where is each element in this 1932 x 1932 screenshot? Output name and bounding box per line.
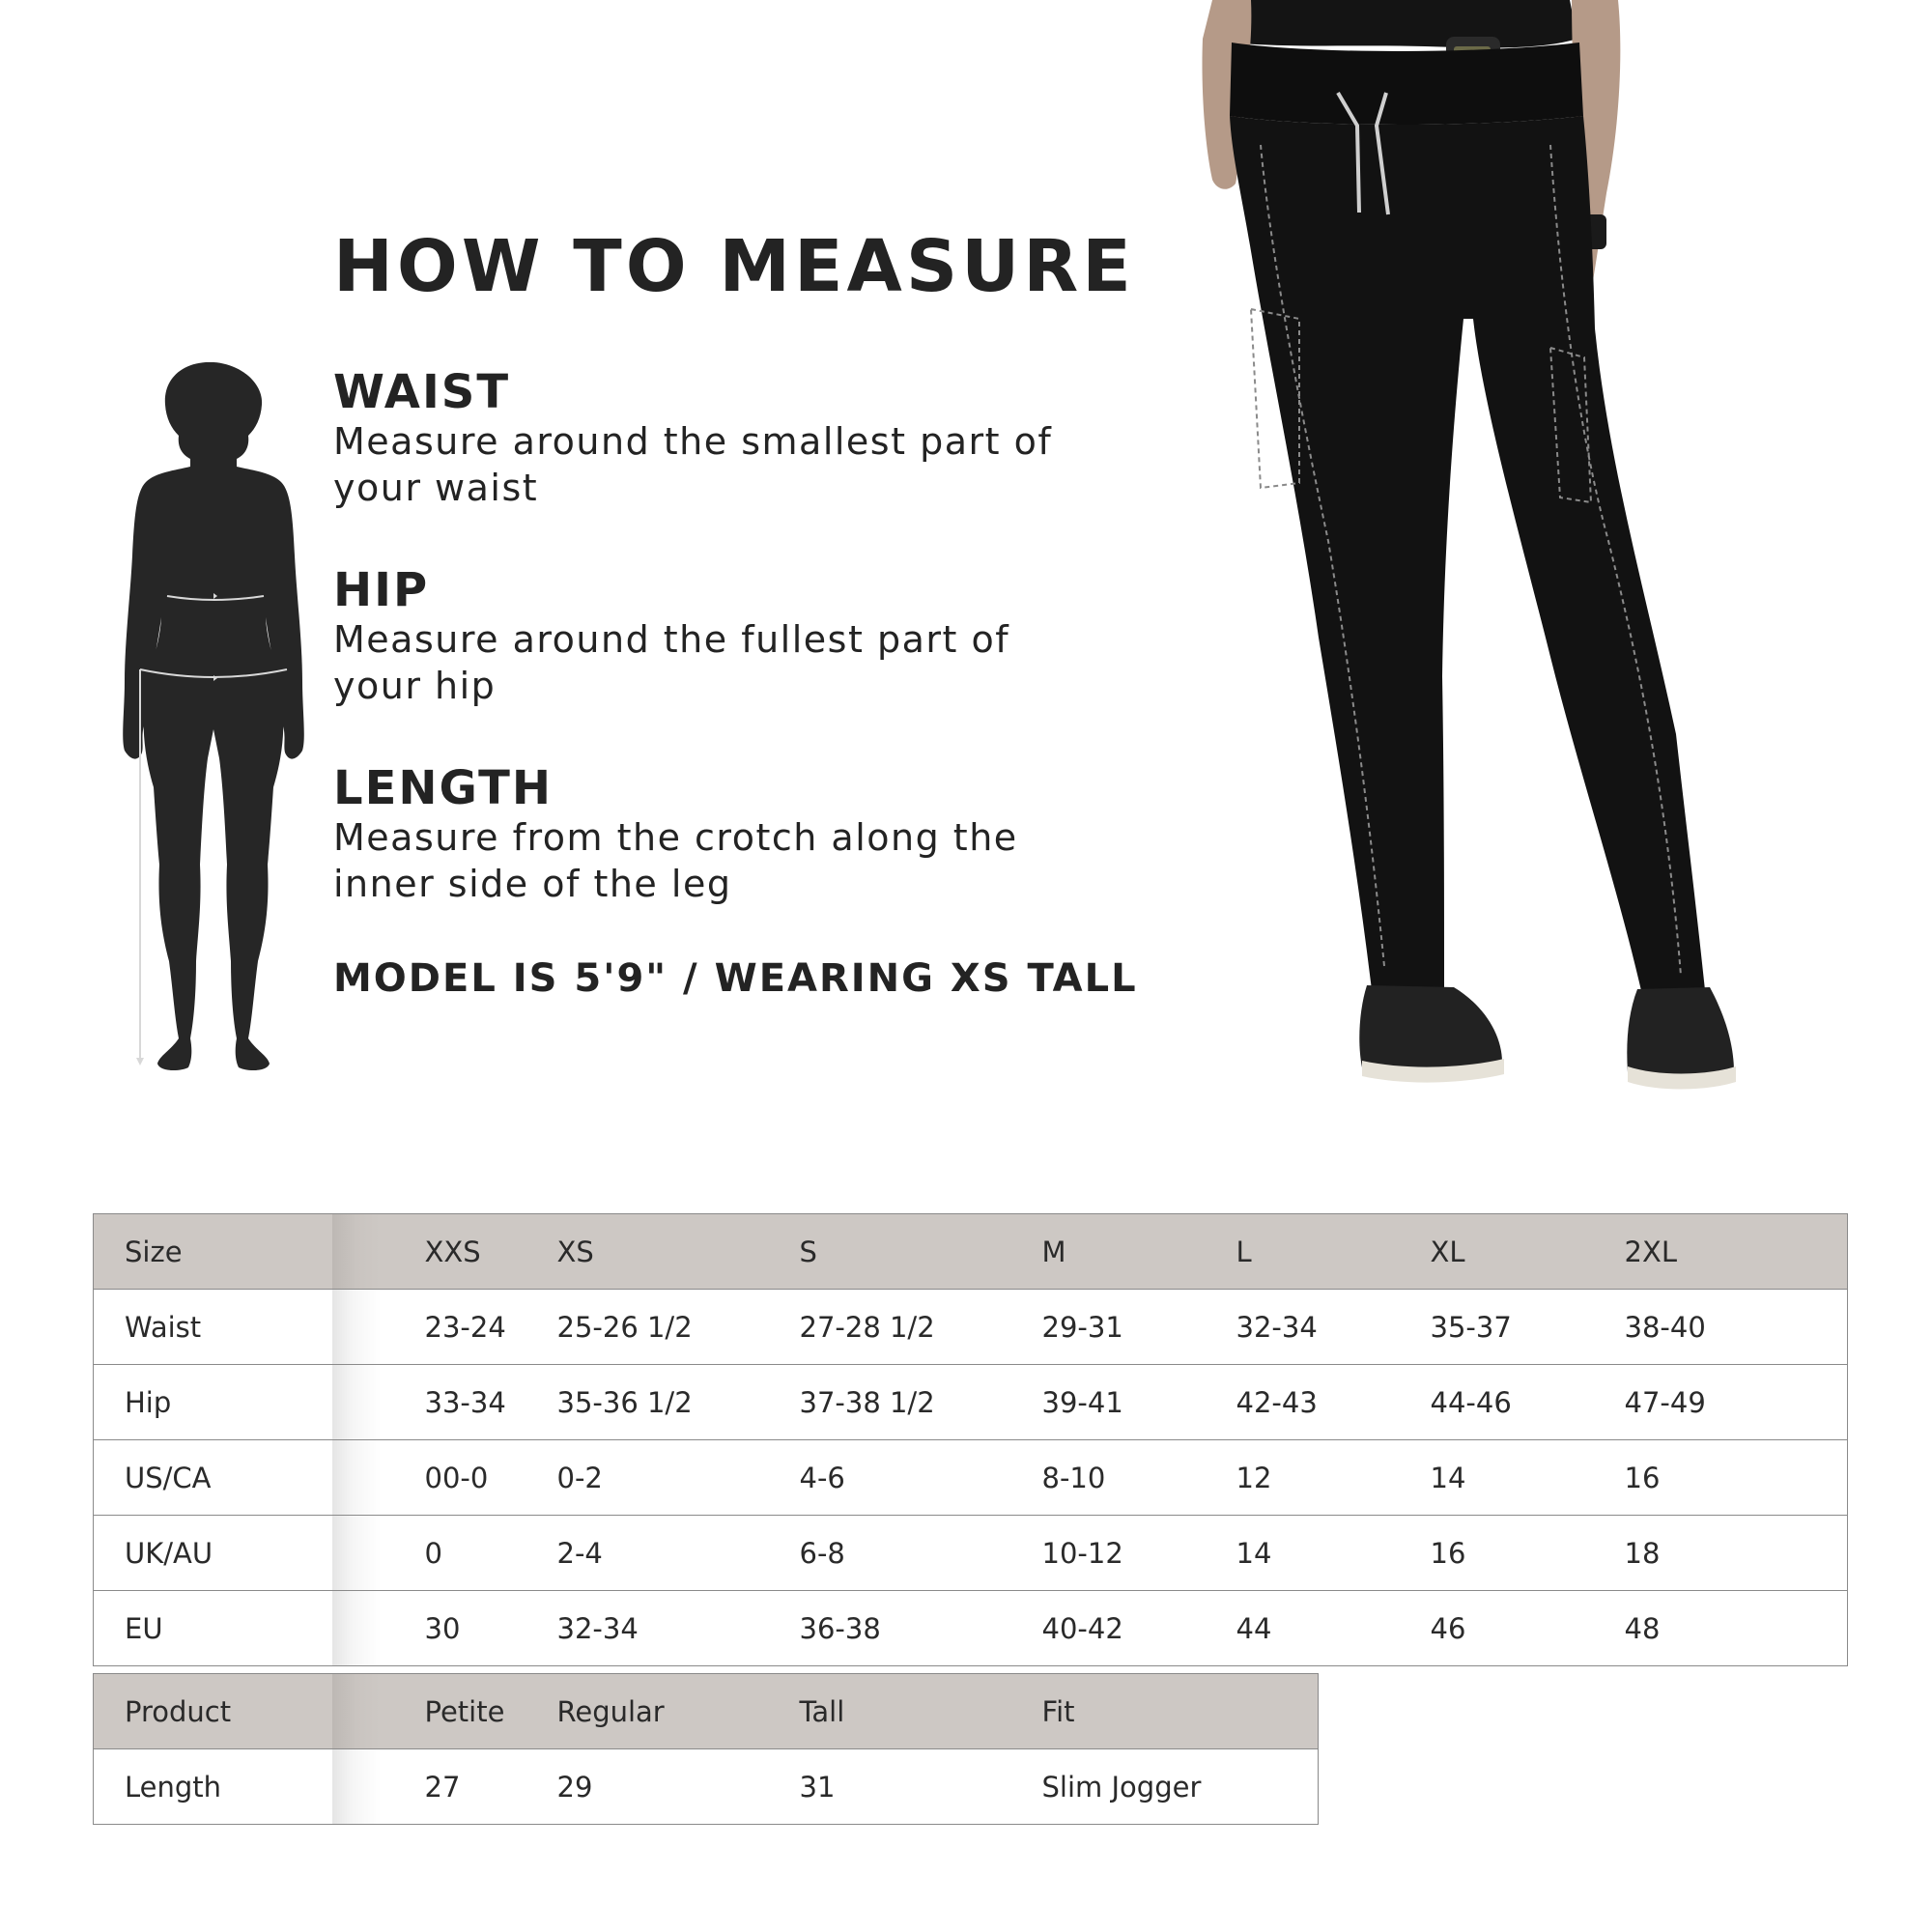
- table-cell: 2-4: [526, 1516, 769, 1591]
- table-cell: 37-38 1/2: [769, 1365, 1011, 1440]
- length-table: [93, 1673, 1319, 1825]
- table-cell: 32-34: [1206, 1290, 1400, 1365]
- body-silhouette-figure: [121, 362, 324, 1072]
- table-cell: 00-0: [332, 1440, 526, 1516]
- table-row: [94, 1365, 1848, 1440]
- model-pants-image: [1193, 0, 1792, 1125]
- table-cell: 42-43: [1206, 1365, 1400, 1440]
- table-cell: 48: [1594, 1591, 1848, 1666]
- header-cell: XS: [526, 1214, 769, 1290]
- size-chart-header-row: [94, 1214, 1848, 1290]
- table-cell: 40-42: [1011, 1591, 1206, 1666]
- table-cell: 16: [1594, 1440, 1848, 1516]
- table-cell: 14: [1206, 1516, 1400, 1591]
- table-cell: 23-24: [332, 1290, 526, 1365]
- table-cell: 0: [332, 1516, 526, 1591]
- table-cell: 44: [1206, 1591, 1400, 1666]
- length-header-row: [94, 1674, 1319, 1749]
- length-heading: LENGTH: [333, 761, 554, 815]
- row-label: Waist: [94, 1290, 332, 1365]
- row-label: EU: [94, 1591, 332, 1666]
- table-cell: 46: [1400, 1591, 1594, 1666]
- table-cell: 30: [332, 1591, 526, 1666]
- size-chart-table: [93, 1213, 1848, 1666]
- header-cell: M: [1011, 1214, 1206, 1290]
- table-cell: 33-34: [332, 1365, 526, 1440]
- header-cell: Fit: [1011, 1674, 1319, 1749]
- table-cell: 35-37: [1400, 1290, 1594, 1365]
- table-cell: 14: [1400, 1440, 1594, 1516]
- table-cell: 18: [1594, 1516, 1848, 1591]
- table-cell: 25-26 1/2: [526, 1290, 769, 1365]
- table-cell: Slim Jogger: [1011, 1749, 1319, 1825]
- header-cell: Tall: [769, 1674, 1011, 1749]
- table-cell: 27: [332, 1749, 526, 1825]
- table-cell: 38-40: [1594, 1290, 1848, 1365]
- table-row: [94, 1591, 1848, 1666]
- table-row: [94, 1516, 1848, 1591]
- table-cell: 29-31: [1011, 1290, 1206, 1365]
- table-cell: 0-2: [526, 1440, 769, 1516]
- header-cell: XXS: [332, 1214, 526, 1290]
- table-cell: 27-28 1/2: [769, 1290, 1011, 1365]
- table-row: [94, 1440, 1848, 1516]
- header-cell: L: [1206, 1214, 1400, 1290]
- row-label: UK/AU: [94, 1516, 332, 1591]
- table-cell: 31: [769, 1749, 1011, 1825]
- table-cell: 39-41: [1011, 1365, 1206, 1440]
- table-cell: 10-12: [1011, 1516, 1206, 1591]
- header-cell: Regular: [526, 1674, 769, 1749]
- hip-instruction: Measure around the fullest part of your hip: [333, 618, 1010, 707]
- table-row: [94, 1290, 1848, 1365]
- header-cell: 2XL: [1594, 1214, 1848, 1290]
- table-cell: 8-10: [1011, 1440, 1206, 1516]
- waist-heading: WAIST: [333, 365, 511, 419]
- row-label: Length: [94, 1749, 332, 1825]
- model-size-note: MODEL IS 5'9" / WEARING XS TALL: [333, 956, 1138, 1001]
- hip-heading: HIP: [333, 563, 430, 617]
- row-label: US/CA: [94, 1440, 332, 1516]
- table-cell: 16: [1400, 1516, 1594, 1591]
- waist-instruction: Measure around the smallest part of your waist: [333, 420, 1053, 509]
- table-cell: 4-6: [769, 1440, 1011, 1516]
- table-cell: 12: [1206, 1440, 1400, 1516]
- table-cell: 32-34: [526, 1591, 769, 1666]
- table-cell: 44-46: [1400, 1365, 1594, 1440]
- table-cell: 47-49: [1594, 1365, 1848, 1440]
- page-title: HOW TO MEASURE: [333, 225, 1135, 308]
- header-cell: Petite: [332, 1674, 526, 1749]
- header-cell: XL: [1400, 1214, 1594, 1290]
- header-cell: S: [769, 1214, 1011, 1290]
- table-cell: 35-36 1/2: [526, 1365, 769, 1440]
- row-label: Hip: [94, 1365, 332, 1440]
- table-row: [94, 1749, 1319, 1825]
- table-cell: 6-8: [769, 1516, 1011, 1591]
- header-cell: Size: [94, 1214, 332, 1290]
- length-instruction: Measure from the crotch along the inner side of the leg: [333, 816, 1018, 905]
- table-cell: 29: [526, 1749, 769, 1825]
- header-cell: Product: [94, 1674, 332, 1749]
- table-cell: 36-38: [769, 1591, 1011, 1666]
